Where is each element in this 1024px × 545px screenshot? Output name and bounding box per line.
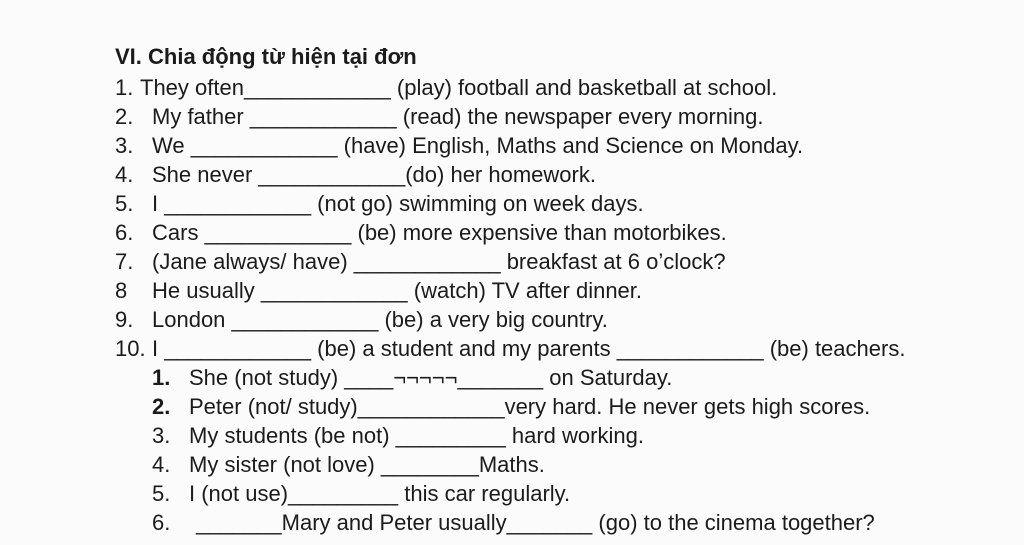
exercise-number: 6. (115, 220, 134, 245)
exercise-number: 9. (115, 307, 134, 332)
exercise-text: We ____________ (have) English, Maths and Science on Monday. (152, 133, 804, 158)
exercise-line (115, 75, 777, 101)
exercise-text: They often____________ (play) football and basketball at school. (140, 75, 778, 100)
exercise-line (115, 220, 727, 246)
exercise-number: 2. (152, 394, 171, 419)
exercise-text: She never ____________(do) her homework. (152, 162, 596, 187)
exercise-text: I ____________ (not go) swimming on week days. (152, 191, 644, 216)
exercise-number: 8 (115, 278, 128, 303)
exercise-text: (Jane always/ have) ____________ breakfast at 6 o’clock? (152, 249, 726, 274)
exercise-text: I ____________ (be) a student and my parents ____________ (be) teachers. (152, 336, 906, 361)
exercise-number: 5. (115, 191, 134, 216)
exercise-line (115, 104, 763, 130)
exercise-text: He usually ____________ (watch) TV after dinner. (152, 278, 643, 303)
exercise-line (152, 481, 570, 507)
exercise-line (115, 162, 596, 188)
exercise-line (152, 452, 545, 478)
exercise-line (115, 249, 726, 275)
exercise-line (115, 278, 642, 304)
exercise-text: London ____________ (be) a very big country. (152, 307, 608, 332)
exercise-line (152, 510, 875, 536)
exercise-text: She (not study) ____¬¬¬¬¬_______ on Saturday. (189, 365, 673, 390)
exercise-line (115, 133, 803, 159)
exercise-text: I (not use)_________ this car regularly. (189, 481, 571, 506)
exercise-line (152, 365, 672, 391)
exercise-number: 2. (115, 104, 134, 129)
exercise-line (152, 423, 644, 449)
exercise-text: Peter (not/ study)____________very hard. He never gets high scores. (189, 394, 871, 419)
exercise-line (115, 307, 608, 333)
exercise-line (115, 191, 644, 217)
exercise-number: 5. (152, 481, 171, 506)
exercise-text: My father ____________ (read) the newspaper every morning. (152, 104, 764, 129)
exercise-number: 10. (115, 336, 146, 361)
exercise-number: 1. (152, 365, 171, 390)
exercise-number: 3. (115, 133, 134, 158)
exercise-number: 7. (115, 249, 134, 274)
exercise-text: Cars ____________ (be) more expensive than motorbikes. (152, 220, 727, 245)
exercise-number: 4. (152, 452, 171, 477)
exercise-number: 3. (152, 423, 171, 448)
exercise-line (115, 336, 905, 362)
section-title: VI. Chia động từ hiện tại đơn (115, 44, 417, 69)
exercise-line (152, 394, 870, 420)
exercise-text: _______Mary and Peter usually_______ (go) to the cinema together? (196, 510, 875, 535)
exercise-number: 1. (115, 75, 134, 100)
exercise-number: 6. (152, 510, 171, 535)
exercise-text: My sister (not love) ________Maths. (189, 452, 545, 477)
exercise-text: My students (be not) _________ hard working. (189, 423, 644, 448)
exercise-number: 4. (115, 162, 134, 187)
